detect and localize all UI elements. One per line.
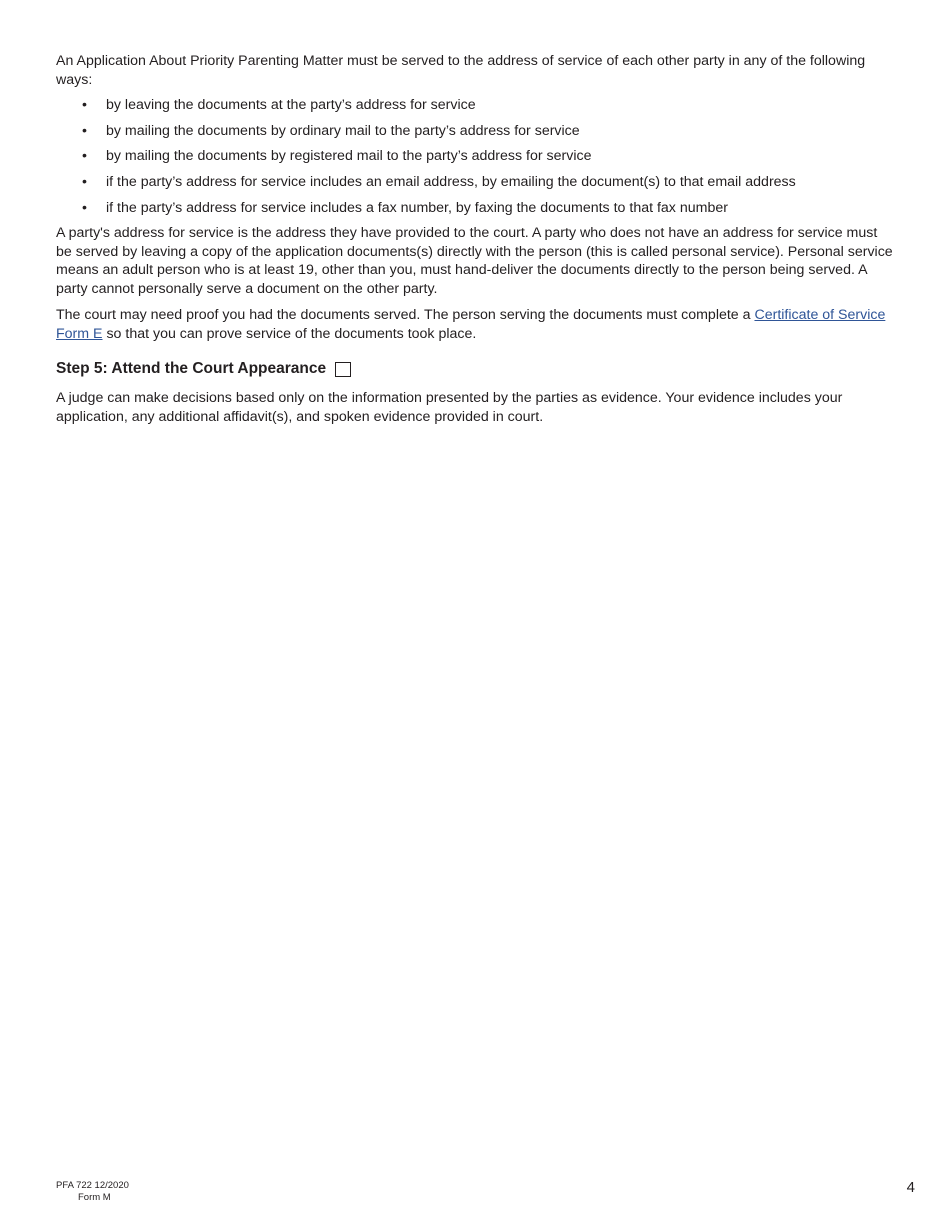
- proof-of-service-paragraph: [56, 306, 896, 343]
- list-item: [56, 122, 896, 141]
- list-item-text: if the party’s address for service includes a fax number, by faxing the documents to that fax number: [106, 199, 728, 216]
- bullet-icon: •: [82, 199, 87, 216]
- step-5-checkbox[interactable]: [335, 362, 351, 377]
- certificate-of-service-link[interactable]: Certificate of Service Form E: [56, 307, 886, 342]
- step-5-title: Step 5: Attend the Court Appearance: [56, 360, 327, 378]
- footer-form-info: [56, 1180, 129, 1204]
- proof-text-after: so that you can prove service of the documents took place.: [102, 325, 477, 342]
- bullet-icon: •: [82, 97, 87, 113]
- list-item: [56, 96, 896, 115]
- list-item-text: if the party’s address for service includes an email address, by emailing the document(s) to that email address: [106, 174, 796, 191]
- list-item-text: by mailing the documents by registered mail to the party’s address for service: [106, 148, 592, 165]
- bullet-icon: •: [82, 122, 87, 139]
- list-item: [56, 147, 896, 166]
- list-item-text: by leaving the documents at the party’s address for service: [106, 97, 476, 113]
- address-for-service-paragraph: A party's address for service is the address they have provided to the court. A party who does not have an address for service must be served by leaving a copy of the application documents(s) directly with the person (this is called personal service). Personal service means an adult person who is at least 19, other than you, must hand-deliver the documents directly to the person being served. A party cannot personally serve a document on the other party.: [56, 225, 893, 297]
- list-item-text: by mailing the documents by ordinary mail to the party’s address for service: [106, 122, 580, 139]
- document-body: [56, 52, 896, 426]
- service-methods-list: [56, 96, 896, 217]
- bullet-icon: •: [82, 174, 87, 191]
- proof-text-before: The court may need proof you had the documents served. The person serving the documents must complete a: [56, 307, 755, 324]
- step-5-body: A judge can make decisions based only on the information presented by the parties as evidence. Your evidence includes your application, any additional affidavit(s), and spoken evidence provided in court.: [56, 390, 843, 425]
- list-item: [56, 199, 896, 218]
- page-number: 4: [906, 1179, 915, 1196]
- footer-form-name: Form M: [78, 1192, 111, 1203]
- intro-paragraph: An Application About Priority Parenting Matter must be served to the address of service of each other party in any of the following ways:: [56, 53, 866, 88]
- step-5-heading: [56, 359, 896, 379]
- footer-form-code: PFA 722 12/2020: [56, 1180, 129, 1191]
- bullet-icon: •: [82, 148, 87, 165]
- list-item: [56, 173, 896, 192]
